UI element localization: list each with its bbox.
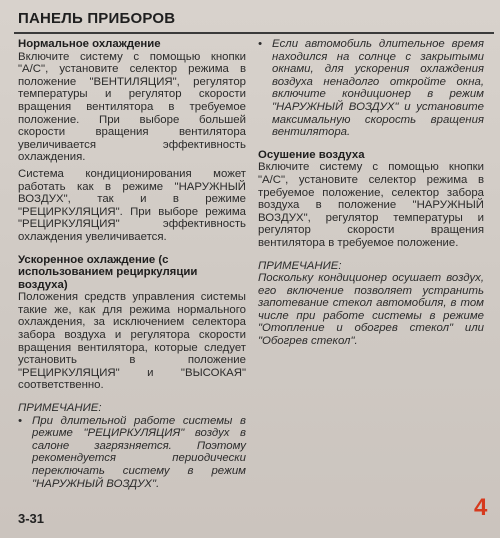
page-header bbox=[14, 6, 494, 34]
paragraph-normal-cooling: Включите систему с помощью кнопки "A/C", установите селектор режима в положение "ВЕНТИЛЯЦИЯ", регулятор температуры и регулятор скорости вращения вентилятора в требуемое положение. При выборе большей скорости вращения вентилятора увеличивается эффективность охлаждения. bbox=[18, 50, 246, 164]
bullet-icon: • bbox=[258, 38, 262, 50]
tip-bullet-right bbox=[258, 38, 484, 139]
chapter-tab-mark: 4 bbox=[474, 494, 488, 521]
section-heading-fast-cooling: Ускоренное охлаждение (с использованием рециркуляции воздуха) bbox=[18, 253, 198, 291]
page-number: 3-31 bbox=[18, 511, 45, 526]
note-bullet-text: При длительной работе системы в режиме "РЕЦИРКУЛЯЦИЯ" воздух в салоне загрязняется. Поэтому рекомендуется периодически переключать систему в режим "НАРУЖНЫЙ ВОЗДУХ". bbox=[32, 414, 246, 490]
note-heading-right: ПРИМЕЧАНИЕ: bbox=[258, 259, 342, 272]
section-heading-dehumidify: Осушение воздуха bbox=[258, 148, 365, 161]
left-column bbox=[18, 38, 246, 490]
note-bullet-left bbox=[18, 415, 246, 491]
paragraph-dehumidify: Включите систему с помощью кнопки "A/C", установите селектор режима в требуемое положение, селектор забора воздуха в положение "НАРУЖНЫЙ ВОЗДУХ", регулятор температуры и регулятор скорости вращения вентилятора в требуемое положение. bbox=[258, 161, 484, 249]
section-heading-normal-cooling: Нормальное охлаждение bbox=[18, 38, 161, 50]
paragraph-ac-modes: Система кондиционирования может работать как в режиме "НАРУЖНЫЙ ВОЗДУХ", так и в режиме "РЕЦИРКУЛЯЦИЯ". При выборе режима "РЕЦИРКУЛЯЦИЯ" эффективность охлаждения увеличивается. bbox=[18, 167, 246, 243]
note-heading-left: ПРИМЕЧАНИЕ: bbox=[18, 402, 102, 415]
tip-bullet-text: Если автомобиль длительное время находился на солнце с закрытыми окнами, для ускорения охлаждения воздуха ненадолго откройте окна, включите кондиционер в режим "НАРУЖНЫЙ ВОЗДУХ" и установите максимальную скорость вращения вентилятора. bbox=[272, 38, 484, 139]
note-text-right: Поскольку кондиционер осушает воздух, его включение позволяет устранить запотевание стекол автомобиля, в том числе при работе системы в режиме "Отопление и обогрев стекол" или "Обогрев стекол". bbox=[258, 272, 484, 348]
paragraph-fast-cooling: Положения средств управления системы такие же, как для режима нормального охлаждения, за исключением селектора забора воздуха и регулятора скорости вращения вентилятора, которые следует установить в положение "РЕЦИРКУЛЯЦИЯ" и "ВЫСОКАЯ" соответственно. bbox=[18, 291, 246, 392]
right-column bbox=[258, 38, 484, 348]
page-title: ПАНЕЛЬ ПРИБОРОВ bbox=[18, 10, 176, 27]
bullet-icon: • bbox=[18, 414, 22, 427]
